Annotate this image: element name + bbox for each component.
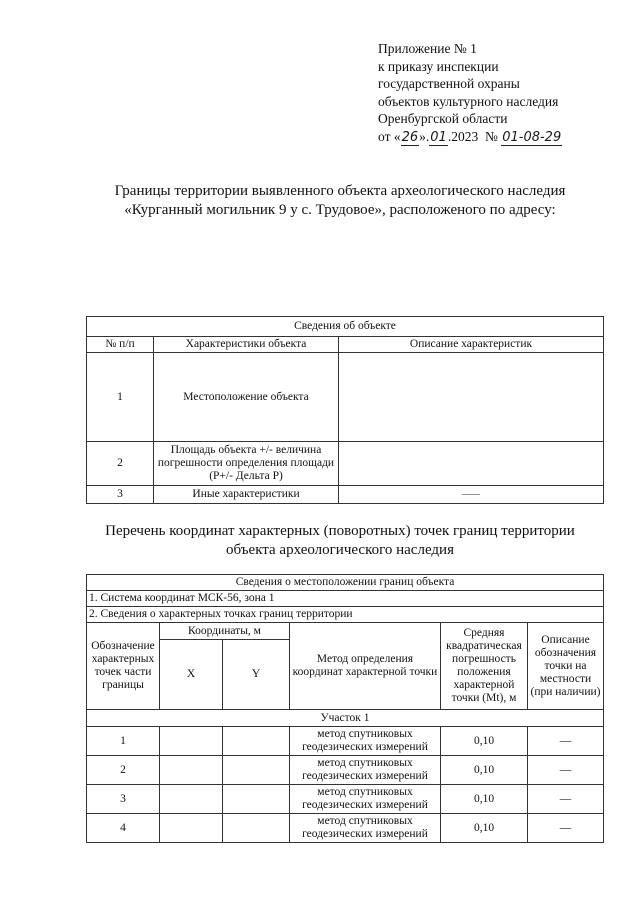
column-header-y: Y — [223, 640, 290, 710]
coord-y — [223, 727, 290, 756]
point-method: метод спутниковых геодезических измерений — [290, 727, 441, 756]
appendix-date-line — [378, 128, 628, 147]
column-header-method: Метод определения координат характерной точки — [290, 623, 441, 710]
point-id: 3 — [87, 785, 160, 814]
title-line: объекта археологического наследия — [226, 542, 454, 558]
object-info-table — [86, 316, 604, 504]
coord-y — [223, 785, 290, 814]
row-description — [339, 353, 604, 442]
row-characteristic: Иные характеристики — [154, 486, 339, 504]
title-line: Границы территории выявленного объекта археологического наследия — [114, 183, 566, 199]
points-heading: 2. Сведения о характерных точках границ территории — [87, 607, 604, 623]
date-year: .2023 — [447, 128, 479, 144]
date-day: 26 — [401, 129, 419, 145]
point-description: — — [528, 727, 604, 756]
column-header: Характеристики объекта — [154, 337, 339, 353]
date-month: 01 — [430, 129, 447, 145]
coord-y — [223, 814, 290, 843]
coordinates-table — [86, 574, 604, 843]
date-mid: ». — [419, 128, 430, 144]
row-number: 1 — [87, 353, 154, 442]
appendix-line: государственной охраны — [378, 76, 520, 91]
table-row — [87, 814, 604, 843]
coord-x — [160, 727, 223, 756]
point-method: метод спутниковых геодезических измерений — [290, 785, 441, 814]
date-prefix: от « — [378, 128, 401, 144]
column-header-error: Средняя квадратическая погрешность положения характерной точки (Mt), м — [441, 623, 528, 710]
point-id: 4 — [87, 814, 160, 843]
point-description: — — [528, 814, 604, 843]
number-prefix: № — [484, 128, 498, 144]
appendix-block — [378, 40, 628, 146]
column-header: № п/п — [87, 337, 154, 353]
table-row — [87, 442, 604, 486]
column-header-point: Обозначение характерных точек части границы — [87, 623, 160, 710]
document-title — [60, 182, 620, 220]
coordinate-system: 1. Система координат МСК-56, зона 1 — [87, 591, 604, 607]
column-header-description: Описание обозначения точки на местности (при наличии) — [528, 623, 604, 710]
section-label: Участок 1 — [87, 710, 604, 727]
point-error: 0,10 — [441, 785, 528, 814]
row-characteristic: Местоположение объекта — [154, 353, 339, 442]
appendix-line: Приложение № 1 — [378, 41, 477, 56]
point-id: 1 — [87, 727, 160, 756]
row-description: —— — [339, 486, 604, 504]
table-row — [87, 785, 604, 814]
point-id: 2 — [87, 756, 160, 785]
point-error: 0,10 — [441, 756, 528, 785]
column-header: Описание характеристик — [339, 337, 604, 353]
point-description: — — [528, 785, 604, 814]
table-row — [87, 353, 604, 442]
title-line: «Курганный могильник 9 у с. Трудовое», расположеного по адресу: — [124, 202, 556, 218]
table-row — [87, 486, 604, 504]
coordinates-title — [60, 522, 620, 560]
row-description — [339, 442, 604, 486]
point-description: — — [528, 756, 604, 785]
column-header-coords: Координаты, м — [160, 623, 290, 640]
table-row — [87, 756, 604, 785]
appendix-line: Оренбургской области — [378, 111, 508, 126]
point-method: метод спутниковых геодезических измерений — [290, 814, 441, 843]
appendix-line: к приказу инспекции — [378, 58, 499, 74]
point-method: метод спутниковых геодезических измерений — [290, 756, 441, 785]
row-characteristic: Площадь объекта +/- величина погрешности определения площади (Р+/- Дельта Р) — [154, 442, 339, 486]
coord-x — [160, 756, 223, 785]
row-number: 3 — [87, 486, 154, 504]
table-caption: Сведения об объекте — [87, 317, 604, 337]
appendix-line: объектов культурного наследия — [378, 93, 559, 109]
coord-y — [223, 756, 290, 785]
point-error: 0,10 — [441, 814, 528, 843]
table-row — [87, 727, 604, 756]
order-number: 01-08-29 — [502, 129, 562, 145]
row-number: 2 — [87, 442, 154, 486]
point-error: 0,10 — [441, 727, 528, 756]
title-line: Перечень координат характерных (поворотных) точек границ территории — [105, 523, 575, 539]
column-header-x: X — [160, 640, 223, 710]
table-caption: Сведения о местоположении границ объекта — [87, 575, 604, 591]
coord-x — [160, 814, 223, 843]
coord-x — [160, 785, 223, 814]
